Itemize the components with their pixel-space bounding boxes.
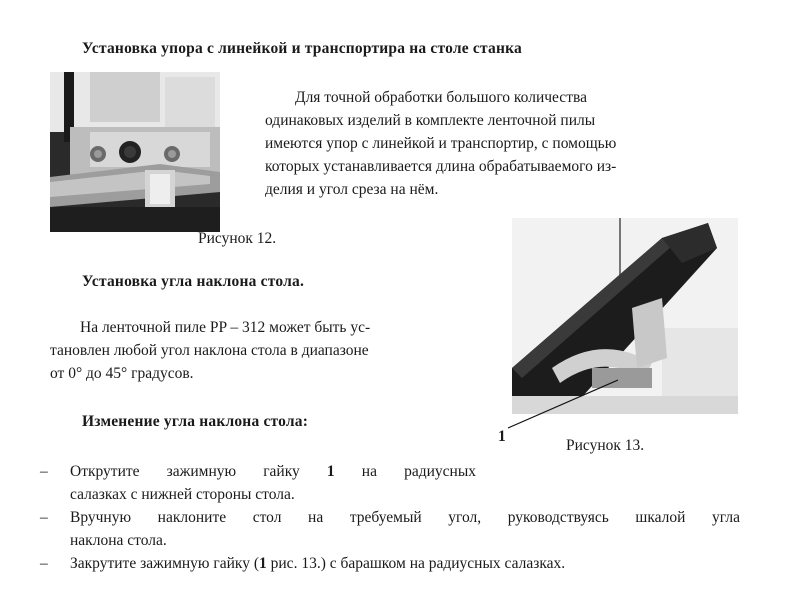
step-ref: 1 [259, 555, 267, 572]
figure-13-callout-number: 1 [498, 428, 506, 445]
steps-list [40, 460, 740, 575]
intro-paragraph [265, 86, 737, 201]
section1-line: тановлен любой угол наклона стола в диапазоне [50, 342, 369, 359]
step-item [40, 506, 740, 552]
intro-line: Для точной обработки большого количества [295, 89, 587, 106]
step-text: рис. 13.) с барашком на радиусных салазках. [266, 555, 566, 572]
table-angle-paragraph [50, 316, 476, 385]
step-line [70, 460, 476, 483]
step-text: Закрутите зажимную гайку ( [70, 555, 260, 572]
section-heading-table-angle: Установка угла наклона стола. [82, 273, 305, 290]
step-text: Открутите зажимную гайку [70, 463, 327, 480]
step-ref: 1 [326, 463, 335, 480]
section1-line: На ленточной пиле PP – 312 может быть ус- [80, 319, 371, 336]
figure-12-caption: Рисунок 12. [198, 230, 277, 247]
step-text: на радиусных [334, 463, 476, 480]
intro-line: одинаковых изделий в комплекте ленточной пилы [265, 112, 596, 129]
step-item [40, 552, 740, 575]
intro-line: которых устанавливается длина обрабатываемого из- [265, 158, 617, 175]
step-line: наклона стола. [70, 532, 167, 549]
step-item [40, 460, 740, 506]
section1-line: от 0° до 45° градусов. [50, 365, 194, 382]
step-line: салазках с нижней стороны стола. [70, 486, 295, 503]
callout-leader-line [500, 370, 630, 440]
intro-line: имеются упор с линейкой и транспортир, с помощью [265, 135, 617, 152]
bullet-dash: – [40, 463, 48, 480]
step-line [70, 552, 740, 575]
figure-13-caption: Рисунок 13. [566, 437, 645, 454]
page-title: Установка упора с линейкой и транспортира на столе станка [82, 40, 522, 57]
bullet-dash: – [40, 509, 48, 526]
intro-line: делия и угол среза на нём. [265, 181, 439, 198]
step-line: Вручную наклоните стол на требуемый угол, руководствуясь шкалой угла [70, 509, 740, 526]
saw-fence-photo [50, 72, 220, 232]
figure-12-image [50, 72, 220, 232]
section-heading-change-angle: Изменение угла наклона стола: [82, 413, 309, 430]
bullet-dash: – [40, 555, 48, 572]
